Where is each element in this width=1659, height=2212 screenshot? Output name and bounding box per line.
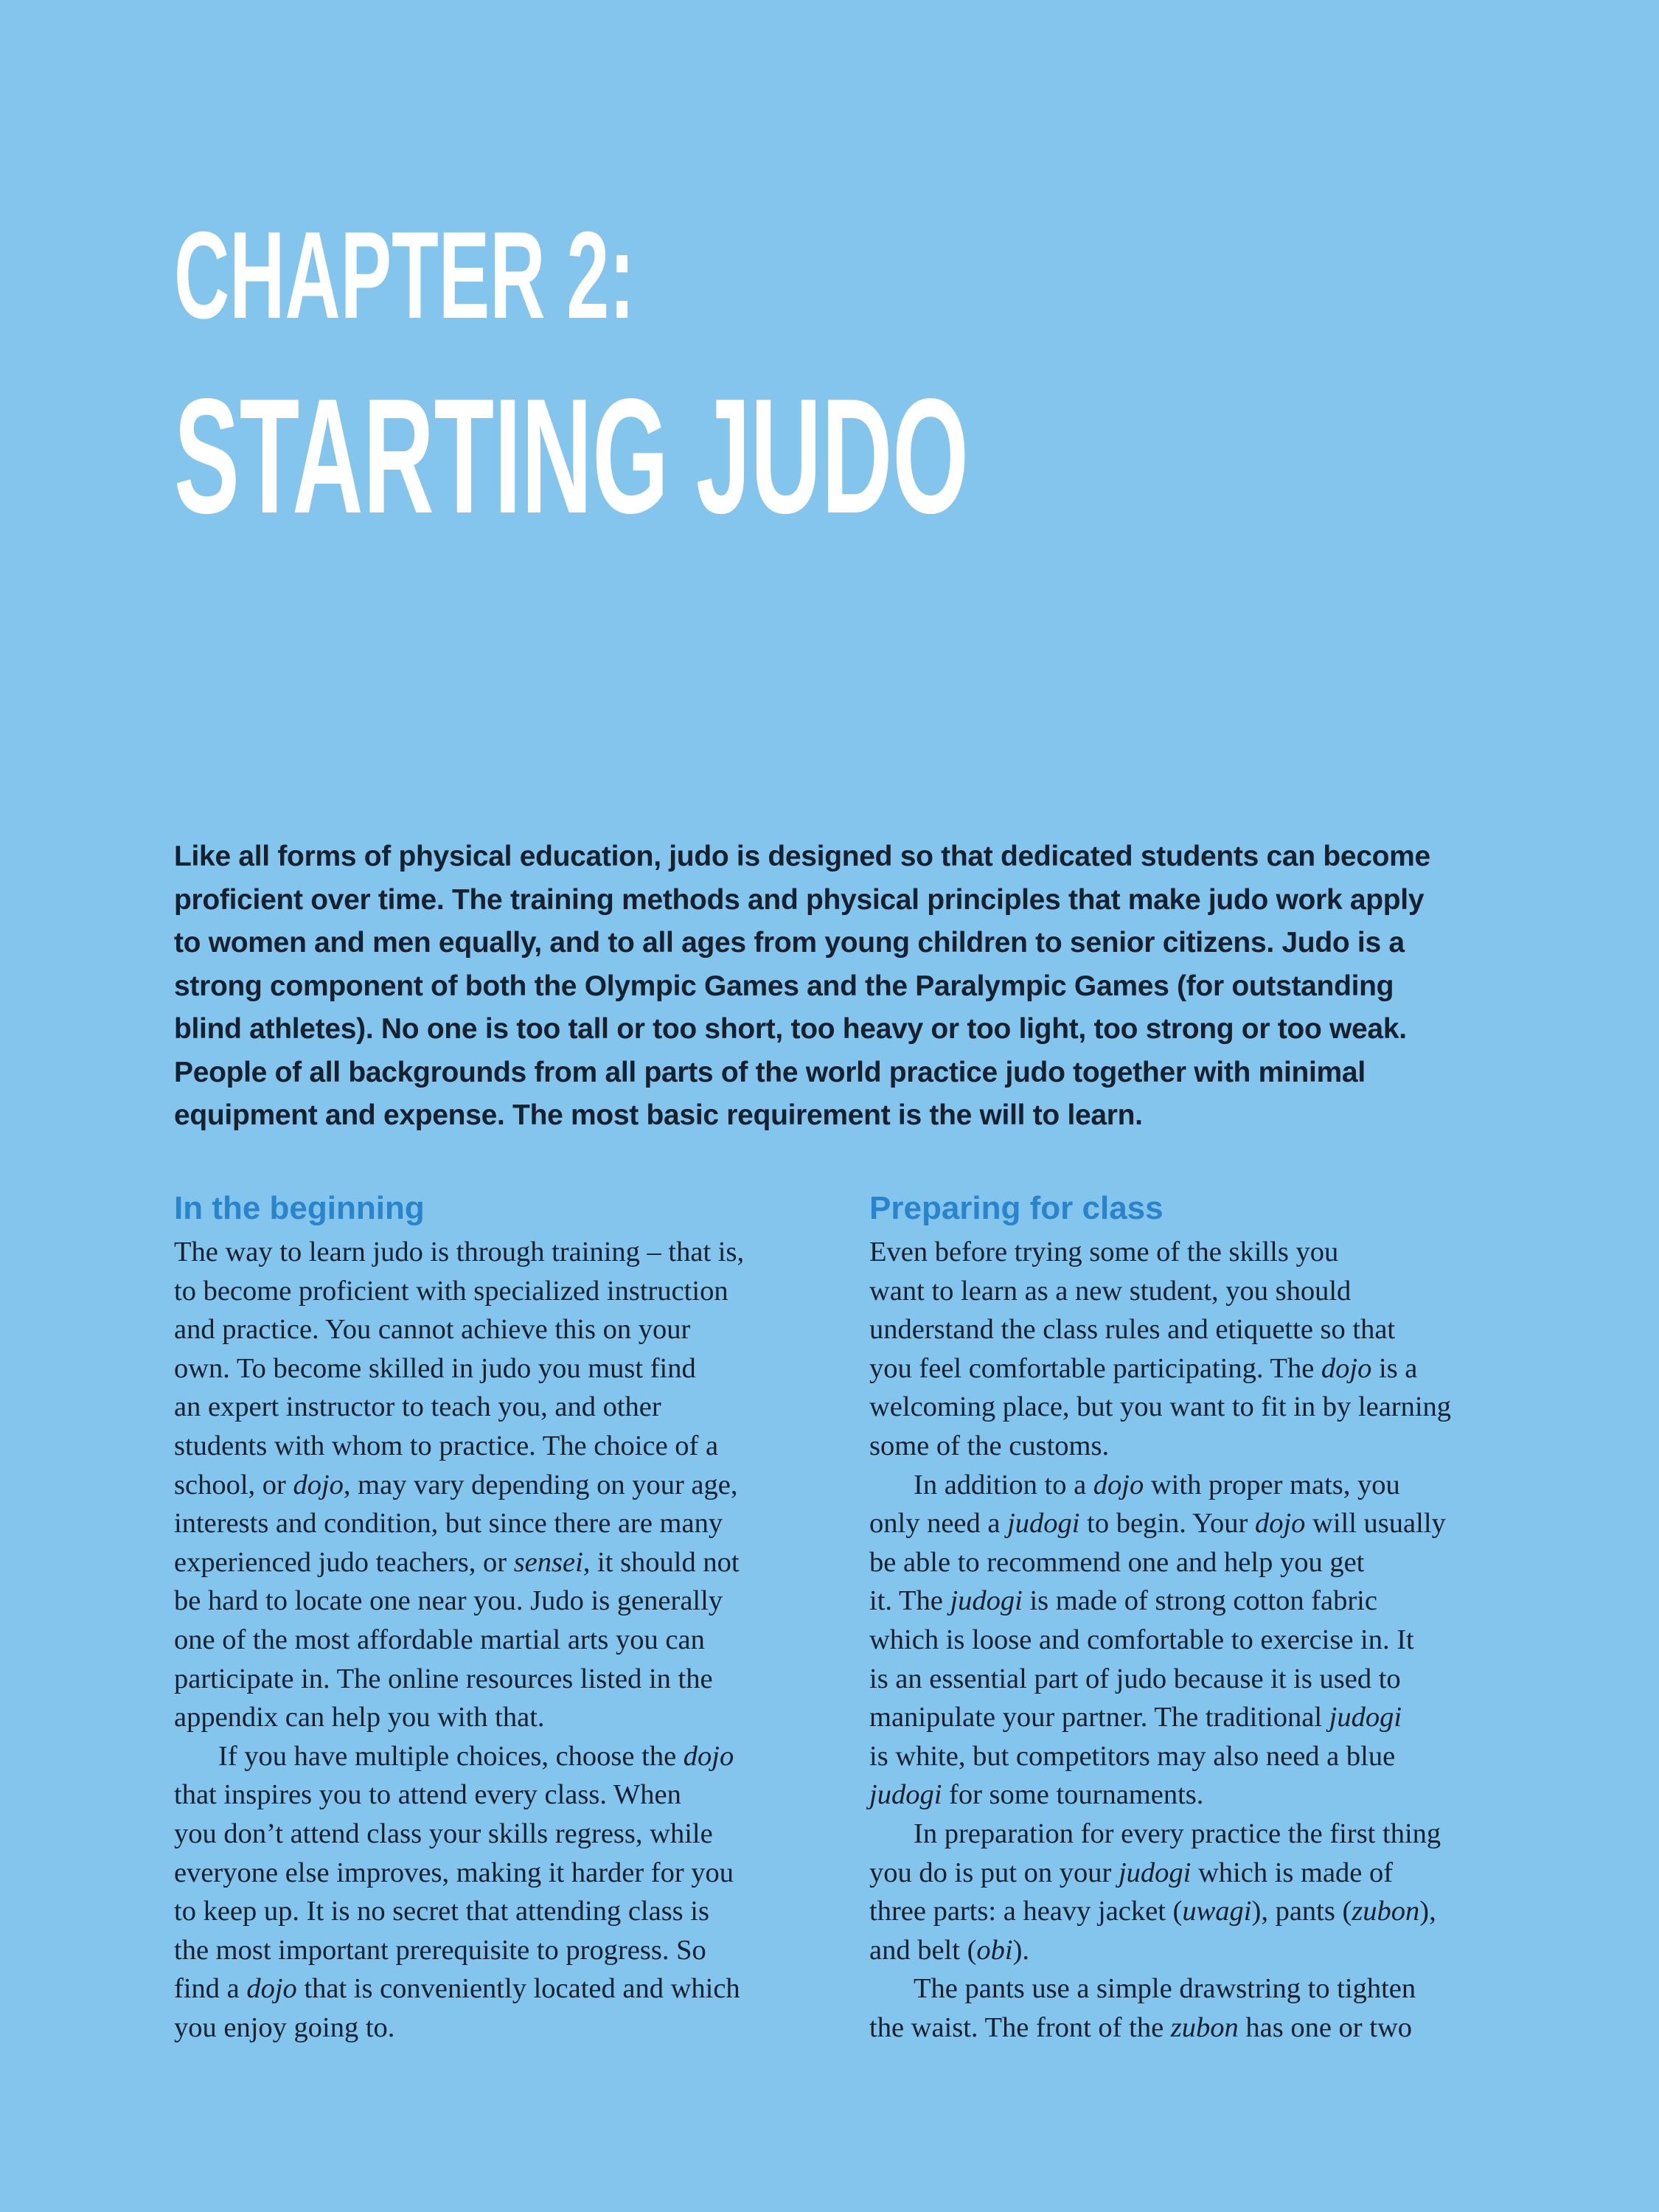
text-line: find a dojo that is conveniently located and which bbox=[174, 1973, 740, 2005]
text-line: The way to learn judo is through training – that is, bbox=[174, 1237, 745, 1267]
body-paragraph bbox=[869, 1233, 1526, 1466]
italic-term: dojo bbox=[246, 1973, 297, 2005]
text-line: the most important prerequisite to progress. So bbox=[174, 1934, 706, 1966]
italic-term: dojo bbox=[1321, 1352, 1372, 1384]
body-paragraph bbox=[869, 1815, 1526, 1854]
text-line: be able to recommend one and help you get bbox=[869, 1546, 1365, 1578]
text-line: In addition to a dojo with proper mats, you bbox=[914, 1469, 1400, 1500]
italic-term: dojo bbox=[293, 1469, 344, 1500]
text-line: In preparation for every practice the first thing bbox=[914, 1818, 1441, 1849]
text-line: participate in. The online resources listed in the bbox=[174, 1663, 713, 1694]
text-line: and belt (obi). bbox=[869, 1934, 1030, 1966]
text-line: three parts: a heavy jacket (uwagi), pants (zubon), bbox=[869, 1896, 1436, 1927]
chapter-label: CHAPTER 2: bbox=[174, 206, 636, 344]
text-line: is an essential part of judo because it is used to bbox=[869, 1663, 1401, 1694]
italic-term: judogi bbox=[1118, 1857, 1192, 1888]
text-line: understand the class rules and etiquette so that bbox=[869, 1314, 1396, 1346]
text-line: appendix can help you with that. bbox=[174, 1702, 545, 1733]
section-heading-preparing: Preparing for class bbox=[869, 1190, 1164, 1226]
body-paragraph-cont bbox=[869, 1854, 1526, 1970]
intro-line: People of all backgrounds from all parts of the world practice judo together with minimal bbox=[174, 1056, 1366, 1088]
italic-term: uwagi bbox=[1182, 1896, 1252, 1927]
text-line: to become proficient with specialized instruction bbox=[174, 1275, 728, 1307]
left-column-body bbox=[174, 1233, 838, 2047]
intro-line: Like all forms of physical education, judo is designed so that dedicated students can become bbox=[174, 841, 1430, 872]
chapter-title: STARTING JUDO bbox=[174, 365, 969, 548]
intro-line: proficient over time. The training methods and physical principles that make judo work apply bbox=[174, 883, 1425, 916]
text-line: an expert instructor to teach you, and other bbox=[174, 1391, 661, 1423]
body-paragraph bbox=[869, 1466, 1526, 1505]
body-paragraph bbox=[174, 1737, 838, 1776]
text-line: manipulate your partner. The traditional judogi bbox=[869, 1702, 1402, 1733]
italic-term: zubon bbox=[1170, 2011, 1239, 2043]
text-line: Even before trying some of the skills you bbox=[869, 1237, 1339, 1267]
text-line: you don’t attend class your skills regress, while bbox=[174, 1818, 713, 1849]
right-column bbox=[869, 1186, 1526, 2047]
italic-term: judogi bbox=[1007, 1508, 1080, 1540]
body-paragraph-cont bbox=[174, 1775, 838, 2047]
intro-paragraph bbox=[174, 835, 1523, 1138]
text-line: school, or dojo, may vary depending on your age, bbox=[174, 1469, 738, 1500]
text-line: which is loose and comfortable to exercise in. It bbox=[869, 1624, 1414, 1655]
italic-term: zubon bbox=[1352, 1896, 1420, 1927]
text-line: only need a judogi to begin. Your dojo will usually bbox=[869, 1508, 1446, 1540]
text-line: interests and condition, but since there are many bbox=[174, 1508, 723, 1540]
text-line: be hard to locate one near you. Judo is generally bbox=[174, 1585, 723, 1617]
section-heading-beginning: In the beginning bbox=[174, 1190, 425, 1226]
text-line: some of the customs. bbox=[869, 1430, 1110, 1461]
text-line: it. The judogi is made of strong cotton fabric bbox=[869, 1585, 1377, 1617]
text-line: you do is put on your judogi which is made of bbox=[869, 1857, 1394, 1888]
body-paragraph bbox=[174, 1233, 838, 1737]
text-line: If you have multiple choices, choose the dojo bbox=[218, 1740, 734, 1772]
intro-line: strong component of both the Olympic Games and the Paralympic Games (for outstanding bbox=[174, 970, 1394, 1002]
text-line: The pants use a simple drawstring to tighten bbox=[914, 1973, 1416, 2005]
text-line: you enjoy going to. bbox=[174, 2011, 395, 2043]
body-paragraph bbox=[869, 1969, 1526, 2008]
text-line: that inspires you to attend every class. When bbox=[174, 1779, 681, 1811]
text-line: experienced judo teachers, or sensei, it should not bbox=[174, 1546, 740, 1578]
body-paragraph-cont bbox=[869, 2008, 1526, 2048]
intro-line: blind athletes). No one is too tall or too short, too heavy or too light, too strong or too weak. bbox=[174, 1013, 1407, 1045]
text-line: one of the most affordable martial arts you can bbox=[174, 1624, 705, 1655]
italic-term: judogi bbox=[950, 1585, 1023, 1617]
text-line: own. To become skilled in judo you must find bbox=[174, 1352, 696, 1384]
text-line: want to learn as a new student, you should bbox=[869, 1275, 1352, 1307]
intro-line: to women and men equally, and to all ages from young children to senior citizens. Judo is a bbox=[174, 927, 1405, 959]
right-column-body bbox=[869, 1233, 1526, 2047]
italic-term: judogi bbox=[869, 1779, 942, 1811]
intro-line: equipment and expense. The most basic requirement is the will to learn. bbox=[174, 1099, 1143, 1131]
text-line: is white, but competitors may also need a blue bbox=[869, 1740, 1396, 1772]
italic-term: dojo bbox=[1093, 1469, 1144, 1500]
text-line: judogi for some tournaments. bbox=[869, 1779, 1204, 1811]
text-line: everyone else improves, making it harder for you bbox=[174, 1857, 734, 1888]
text-line: you feel comfortable participating. The dojo is a bbox=[869, 1352, 1418, 1384]
italic-term: judogi bbox=[1329, 1702, 1402, 1733]
text-line: students with whom to practice. The choice of a bbox=[174, 1430, 719, 1461]
italic-term: dojo bbox=[683, 1740, 734, 1772]
text-line: and practice. You cannot achieve this on your bbox=[174, 1314, 691, 1346]
left-column bbox=[174, 1186, 838, 2047]
italic-term: dojo bbox=[1254, 1508, 1306, 1540]
text-line: to keep up. It is no secret that attending class is bbox=[174, 1896, 709, 1927]
body-paragraph-cont bbox=[869, 1504, 1526, 1815]
italic-term: sensei bbox=[513, 1546, 583, 1578]
text-line: welcoming place, but you want to fit in by learning bbox=[869, 1391, 1452, 1423]
italic-term: obi bbox=[976, 1934, 1013, 1966]
text-line: the waist. The front of the zubon has one or two bbox=[869, 2011, 1412, 2043]
